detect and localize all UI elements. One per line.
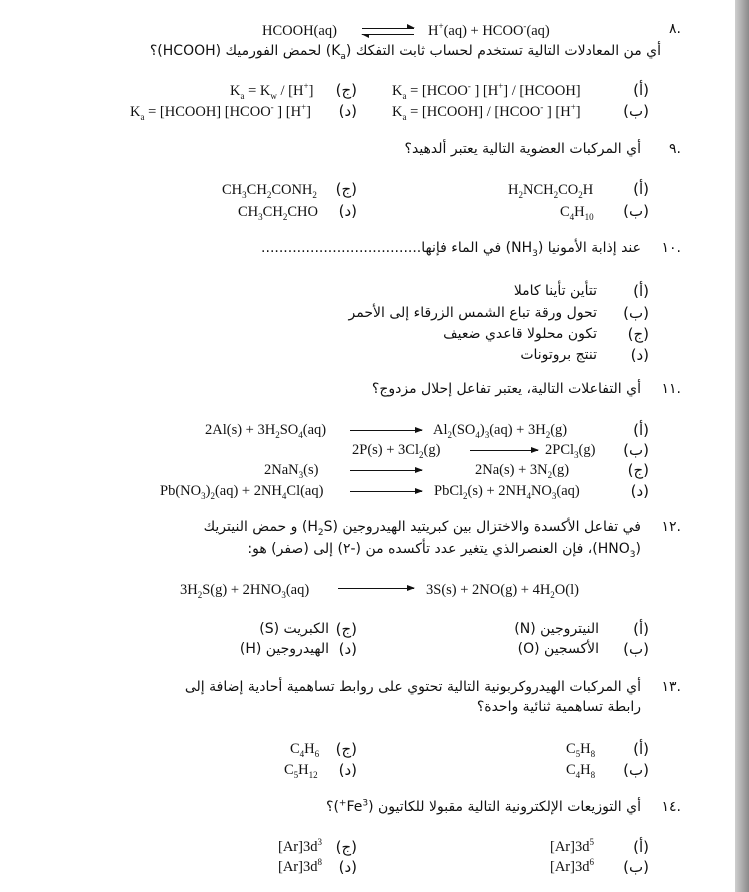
question-text-line2: $(HNO_3)،$ فإن العنصرالذي يتغير عدد تأكسده من (-٢) إلى (صفر) هو: — [247, 541, 641, 560]
reaction-arrow — [470, 450, 538, 451]
option-text: $[Ar]3d^5$ — [550, 837, 594, 855]
option-text: الأكسجين (O) — [517, 641, 599, 657]
option-label[interactable]: (ج) — [335, 620, 357, 638]
reaction-arrow — [350, 430, 422, 431]
question-text-line1: أي المركبات الهيدروكربونية التالية تحتوي على روابط تساهمية أحادية إضافة إلى — [184, 679, 641, 695]
reaction-reactants: $3H_2S(g) + 2HNO_3(aq)$ — [180, 582, 310, 600]
option-label[interactable]: (د) — [630, 346, 649, 364]
option-label[interactable]: (أ) — [633, 421, 649, 439]
reaction-reactants: $2P(s) + 3Cl_2(g)$ — [352, 442, 441, 460]
option-text: $H_2NCH_2CO_2H$ — [508, 182, 594, 200]
option-text: $C_4H_8$ — [566, 762, 596, 780]
option-text: تكون محلولا قاعدي ضعيف — [443, 326, 597, 342]
option-text: $CH_3CH_2CHO$ — [238, 204, 318, 222]
option-label[interactable]: (ج) — [627, 325, 649, 343]
reaction-products: $3S(s) + 2NO(g) + 4H_2O(l)$ — [426, 582, 579, 600]
reaction-arrow — [338, 588, 414, 589]
option-label[interactable]: (أ) — [633, 740, 649, 758]
question-number: ٩. — [669, 141, 681, 157]
question-text-line1: في تفاعل الأكسدة والاختزال بين كبريتيد الهيدروجين $(H_2S)$ و حمض النيتريك — [203, 519, 641, 538]
question-text: أي التفاعلات التالية، يعتبر تفاعل إحلال مزدوج؟ — [371, 381, 641, 397]
option-label[interactable]: (ج) — [335, 180, 357, 198]
option-text: الكبريت (S) — [259, 621, 329, 637]
option-label[interactable]: (ج) — [627, 461, 649, 479]
question-number: ٨. — [669, 21, 681, 37]
option-text: $C_5H_{12}$ — [284, 762, 318, 780]
option-text: $C_5H_8$ — [566, 741, 596, 759]
reaction-reactants: $2Al(s) + 3H_2SO_4(aq)$ — [205, 422, 327, 440]
option-label[interactable]: (ب) — [623, 441, 649, 459]
option-text: $K_a$ = [HCOOH] [HCOO- ] [H+] — [130, 102, 311, 122]
reaction-reactants: $Pb(NO_3)_2(aq) + 2NH_4Cl(aq)$ — [160, 483, 324, 501]
option-text: $[Ar]3d^8$ — [278, 857, 322, 875]
option-text: تنتج بروتونات — [520, 347, 597, 363]
option-label[interactable]: (أ) — [633, 81, 649, 99]
option-label[interactable]: (د) — [338, 761, 357, 779]
equilibrium-reactant: HCOOH(aq) — [262, 23, 337, 39]
question-number: ١٢. — [661, 519, 681, 535]
question-number: ١٣. — [661, 679, 681, 695]
option-label[interactable]: (ب) — [623, 202, 649, 220]
option-label[interactable]: (ج) — [335, 81, 357, 99]
option-label[interactable]: (ب) — [623, 102, 649, 120]
question-number: ١٠. — [661, 240, 681, 256]
reaction-products: $Al_2(SO_4)_3(aq) + 3H_2(g)$ — [433, 422, 568, 440]
option-label[interactable]: (أ) — [633, 620, 649, 638]
question-text-line2: رابطة تساهمية ثنائية واحدة؟ — [476, 699, 641, 715]
question-text: أي المركبات العضوية التالية يعتبر ألدهيد؟ — [404, 141, 641, 157]
option-label[interactable]: (ب) — [623, 858, 649, 876]
question-text: أي من المعادلات التالية تستخدم لحساب ثابت التفكك $(K_a)$ لحمض الفورميك (HCOOH)؟ — [149, 43, 661, 62]
reaction-products: $2Na(s) + 3N_2(g)$ — [475, 462, 570, 480]
reaction-reactants: 2NaN$_3$(s) — [264, 462, 319, 480]
equilibrium-reverse-arrow — [362, 34, 414, 35]
option-text: $[Ar]3d^6$ — [550, 857, 594, 875]
option-text: $K_a$ = [HCOO- ] [H+] / [HCOOH] — [392, 81, 581, 101]
option-label[interactable]: (د) — [338, 102, 357, 120]
option-label[interactable]: (د) — [338, 858, 357, 876]
option-text: الهيدروجين (H) — [239, 641, 329, 657]
equilibrium-products: H+(aq) + HCOO-(aq) — [428, 21, 550, 39]
option-text: $CH_3CH_2CONH_2$ — [222, 182, 317, 200]
option-label[interactable]: (ب) — [623, 304, 649, 322]
option-text: تتأين تأينا كاملا — [513, 283, 597, 299]
option-text: تحول ورقة تباع الشمس الزرقاء إلى الأحمر — [348, 305, 597, 321]
option-label[interactable]: (ب) — [623, 761, 649, 779]
question-text: عند إذابة الأمونيا $(NH_3)$ في الماء فإنها.................................... — [261, 240, 641, 259]
option-label[interactable]: (ج) — [335, 838, 357, 856]
option-label[interactable]: (ب) — [623, 640, 649, 658]
option-text: $[Ar]3d^3$ — [278, 837, 322, 855]
equilibrium-forward-arrow — [362, 28, 414, 29]
option-text: $K_a$ = [HCOOH] / [HCOO- ] [H+] — [392, 102, 581, 122]
option-text: $K_a = K_w / [H^+]$ — [230, 81, 314, 101]
option-label[interactable]: (ج) — [335, 740, 357, 758]
page-edge-shadow — [735, 0, 749, 892]
question-number: ١٤. — [661, 799, 681, 815]
option-text: $C_4H_6$ — [290, 741, 320, 759]
reaction-arrow — [350, 491, 422, 492]
option-label[interactable]: (د) — [630, 482, 649, 500]
reaction-products: PbCl$_2$(s) + $2NH_4NO_3(aq)$ — [434, 483, 580, 501]
question-number: ١١. — [661, 381, 681, 397]
option-text: النيتروجين (N) — [514, 621, 599, 637]
option-label[interactable]: (أ) — [633, 838, 649, 856]
reaction-products: 2PCl$_3$(g) — [545, 442, 596, 460]
option-text: $C_4H_{10}$ — [560, 204, 594, 222]
option-label[interactable]: (أ) — [633, 282, 649, 300]
reaction-arrow — [350, 470, 422, 471]
question-text: أي التوزيعات الإلكترونية التالية مقبولا للكاتيون $(Fe^{3+})؟$ — [326, 798, 641, 815]
option-label[interactable]: (أ) — [633, 180, 649, 198]
option-label[interactable]: (د) — [338, 202, 357, 220]
option-label[interactable]: (د) — [338, 640, 357, 658]
